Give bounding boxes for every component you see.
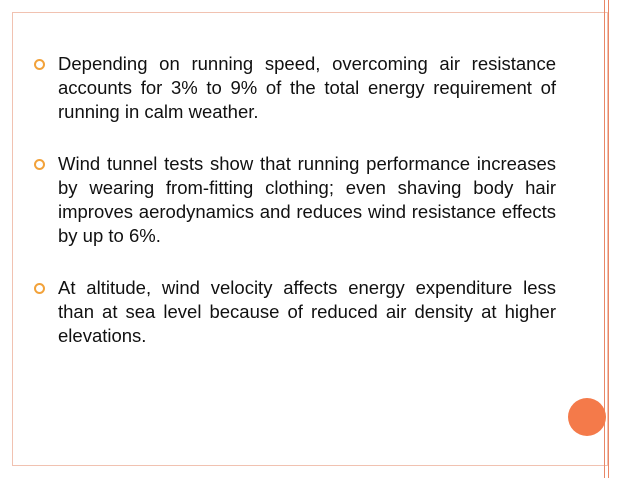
bullet-text-3: At altitude, wind velocity affects energy expenditure less than at sea level because of reduced air density at higher elevations. [58, 277, 556, 346]
right-border-line-inner [608, 0, 609, 478]
right-border-line-outer [604, 0, 605, 478]
accent-circle [568, 398, 606, 436]
bullet-item-1 [30, 52, 556, 124]
bullet-marker-icon [34, 159, 45, 170]
bullet-marker-icon [34, 59, 45, 70]
bullet-marker-icon [34, 283, 45, 294]
bullet-text-2: Wind tunnel tests show that running performance increases by wearing from-fitting clothing; even shaving body hair improves aerodynamics and reduces wind resistance effects by up to 6%. [58, 153, 556, 246]
slide-content [30, 52, 556, 376]
bullet-item-3 [30, 276, 556, 348]
bullet-item-2 [30, 152, 556, 248]
bullet-text-1: Depending on running speed, overcoming air resistance accounts for 3% to 9% of the total energy requirement of running in calm weather. [58, 53, 556, 122]
